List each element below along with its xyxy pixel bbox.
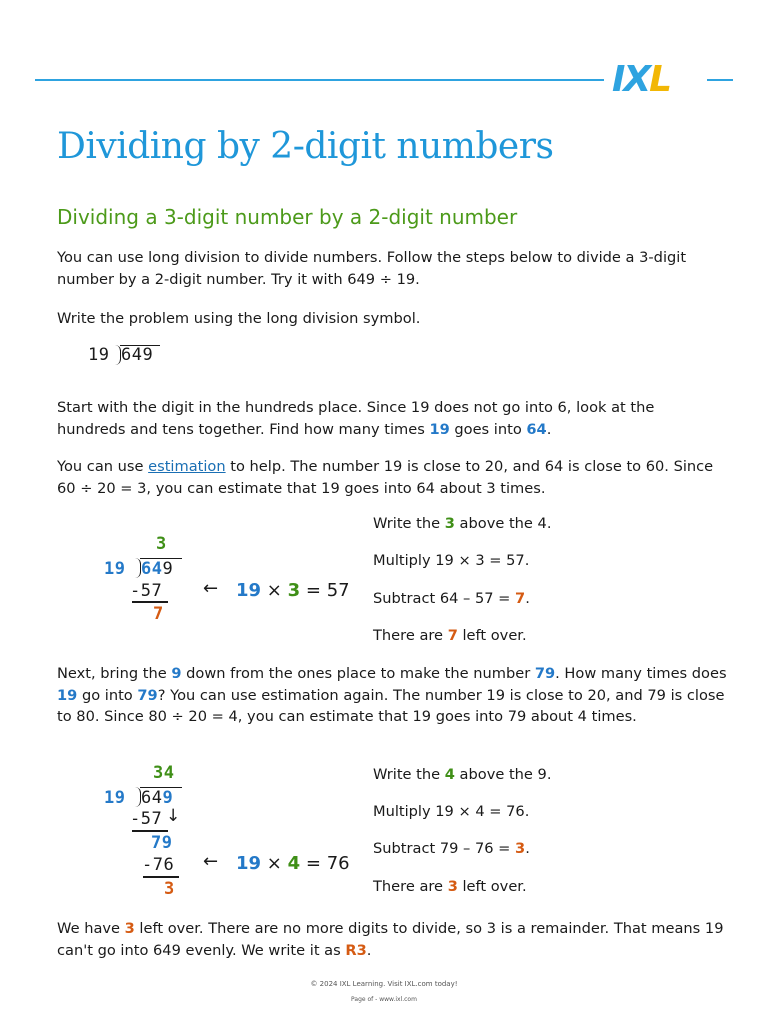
step2-line-2: Multiply 19 × 4 = 76. — [373, 803, 530, 820]
step2-arrow: ← — [203, 851, 219, 872]
footer-page: Page of - www.ixl.com — [351, 996, 417, 1003]
problem-divisor: 19 — [88, 345, 110, 365]
step2-bring-down: 79 — [151, 833, 173, 853]
step2-quotient: 34 — [153, 763, 175, 783]
step2-line-1: Write the 4 above the 9. — [373, 766, 552, 783]
step2-line-3: Subtract 79 – 76 = 3. — [373, 840, 530, 857]
step2-dividend: 649 — [141, 788, 174, 808]
step1-equation: 19 × 3 = 57 — [236, 580, 350, 601]
next-paragraph: Next, bring the 9 down from the ones place to make the number 79. How many times does 19 go into 79? You can use estimation again. The number 19 is close to 20, and 79 is close to 80. Since 80 ÷ 20 = 4, you can estimate that 19 goes into 79 about 4 times. — [57, 665, 727, 725]
bring-down-arrow-icon: ↓ — [166, 806, 181, 826]
step1-line-2: Multiply 19 × 3 = 57. — [373, 552, 530, 569]
step2-subtract-2: -76 — [142, 855, 175, 875]
section-subtitle: Dividing a 3-digit number by a 2-digit number — [57, 205, 518, 229]
footer-copyright: © 2024 IXL Learning. Visit IXL.com today! — [310, 980, 458, 988]
step2-remainder: 3 — [164, 879, 175, 899]
step2-line-4: There are 3 left over. — [373, 878, 527, 895]
step1-line-4: There are 7 left over. — [373, 627, 527, 644]
start-paragraph: Start with the digit in the hundreds place. Since 19 does not go into 6, look at the hundreds and tens together. Find how many times 19 goes into 64. — [57, 399, 655, 438]
step1-quotient: 3 — [156, 534, 167, 554]
step2-equation: 19 × 4 = 76 — [236, 853, 350, 874]
problem-dividend: 649 — [121, 345, 154, 365]
step1-arrow: ← — [203, 578, 219, 599]
page-title: Dividing by 2-digit numbers — [57, 126, 554, 167]
conclusion-paragraph: We have 3 left over. There are no more digits to divide, so 3 is a remainder. That means 19 can't go into 649 evenly. We write it as R3. — [57, 920, 724, 959]
write-problem-paragraph: Write the problem using the long division symbol. — [57, 310, 421, 327]
header-rule-right — [707, 79, 733, 81]
step1-line-1: Write the 3 above the 4. — [373, 515, 552, 532]
estimation-link[interactable]: estimation — [148, 458, 226, 475]
intro-paragraph: You can use long division to divide numbers. Follow the steps below to divide a 3-digit number by a 2-digit number. Try it with 649 ÷ 19. — [57, 249, 687, 288]
ixl-logo: IXL — [612, 59, 671, 100]
step1-subtract: -57 — [130, 581, 163, 601]
step2-subtract-1: -57 — [130, 809, 163, 829]
step2-divisor: 19 — [104, 788, 126, 808]
step1-dividend: 649 — [141, 559, 174, 579]
header-rule-left — [35, 79, 604, 81]
estimate-paragraph: You can use estimation to help. The number 19 is close to 20, and 64 is close to 60. Since 60 ÷ 20 = 3, you can estimate that 19 goes into 64 about 3 times. — [57, 458, 714, 497]
step1-divisor: 19 — [104, 559, 126, 579]
step1-line-3: Subtract 64 – 57 = 7. — [373, 590, 530, 607]
step1-remainder: 7 — [153, 604, 164, 624]
